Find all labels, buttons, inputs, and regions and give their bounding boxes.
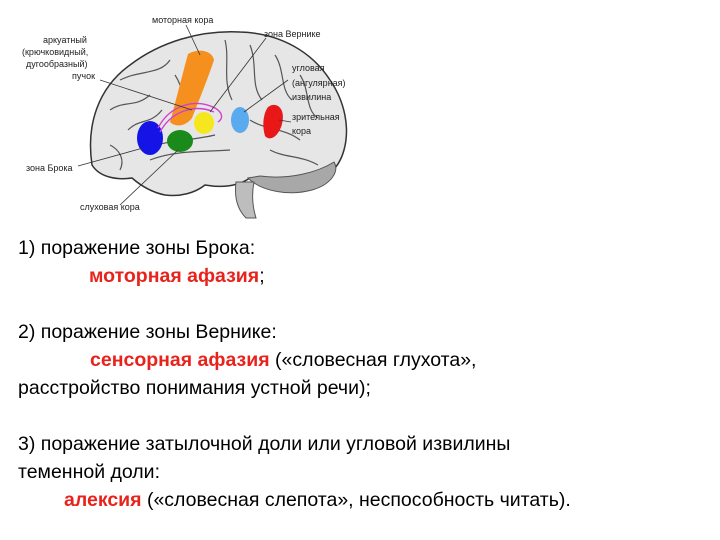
label-arcuate-1: аркуатный <box>43 35 87 45</box>
item-3-rest: («словесная слепота», неспособность читать). <box>141 489 571 511</box>
item-2-body <box>18 346 708 374</box>
item-1-term: моторная афазия <box>89 265 260 287</box>
wernicke-region <box>194 112 214 134</box>
label-angular-2: (ангулярная) <box>292 78 346 88</box>
label-angular-1: угловая <box>292 63 325 73</box>
item-1-rest: ; <box>259 265 265 287</box>
brainstem <box>235 182 256 218</box>
auditory-region <box>167 130 193 152</box>
label-arcuate-3: дугообразный) <box>26 59 88 69</box>
item-2-continuation: расстройство понимания устной речи); <box>18 377 371 399</box>
label-auditory-cortex: слуховая кора <box>80 202 140 212</box>
item-2-rest: («словесная глухота», <box>269 349 477 371</box>
label-visual-2: кора <box>292 126 312 136</box>
label-angular-3: извилина <box>292 92 332 102</box>
item-1-body <box>18 262 708 290</box>
angular-region <box>231 107 249 133</box>
item-2-term: сенсорная афазия <box>90 349 270 371</box>
item-3-body <box>18 486 708 514</box>
label-motor-cortex: моторная кора <box>152 15 214 25</box>
label-visual-1: зрительная <box>292 112 340 122</box>
item-2-heading: 2) поражение зоны Вернике: <box>18 321 277 343</box>
item-3-term: алексия <box>64 489 142 511</box>
label-arcuate-4: пучок <box>72 71 96 81</box>
aphasia-list <box>18 234 708 514</box>
label-broca-zone: зона Брока <box>26 163 73 173</box>
label-wernicke-zone: зона Вернике <box>264 29 321 39</box>
label-arcuate-2: (крючковидный, <box>22 47 89 57</box>
brain-diagram <box>0 0 720 225</box>
item-3-heading: 3) поражение затылочной доли или угловой извилины <box>18 433 511 455</box>
item-1-heading: 1) поражение зоны Брока: <box>18 237 256 259</box>
item-3-heading-2: теменной доли: <box>18 461 160 483</box>
